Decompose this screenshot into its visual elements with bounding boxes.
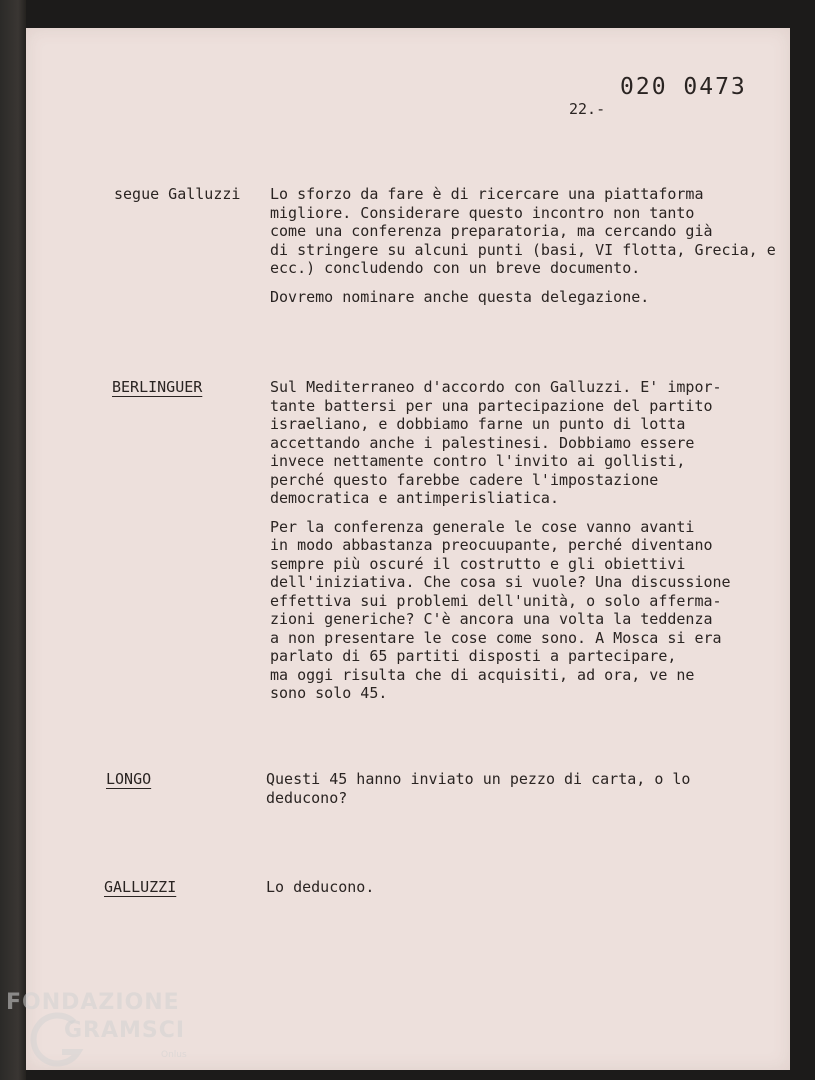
text-line: in modo abbastanza preocuupante, perché diventano xyxy=(270,536,713,554)
paragraph xyxy=(270,378,731,508)
speech-longo xyxy=(266,770,690,807)
paragraph xyxy=(266,878,374,897)
text-line: migliore. Considerare questo incontro non tanto xyxy=(270,203,695,222)
watermark-line2: GRAMSCI xyxy=(64,1018,186,1043)
document-page xyxy=(26,28,790,1070)
paragraph xyxy=(266,770,690,807)
speaker-longo: LONGO xyxy=(106,770,152,788)
text-line: dell'iniziativa. Che cosa si vuole? Una discussione xyxy=(270,573,731,591)
archive-stamp: 020 0473 xyxy=(620,74,747,100)
paragraph xyxy=(270,288,776,307)
fondazione-gramsci-watermark xyxy=(6,990,206,1070)
text-line: sempre più oscuré il costrutto e gli obiettivi xyxy=(270,554,686,573)
text-line: tante battersi per una partecipazione del partito xyxy=(270,396,713,415)
text-line: parlato di 65 partiti disposti a partecipare, xyxy=(270,647,677,665)
text-line: israeliano, e dobbiamo farne un punto di lotta xyxy=(270,415,686,433)
text-line: a non presentare le cose come sono. A Mosca si era xyxy=(270,628,722,647)
watermark-line3: Onlus xyxy=(161,1050,187,1060)
watermark-line1: FONDAZIONE xyxy=(6,990,180,1015)
text-line: Lo sforzo da fare è di ricercare una piattaforma xyxy=(270,185,704,203)
speech-berlinguer xyxy=(270,378,731,703)
speech-galluzzi xyxy=(266,878,374,897)
text-line: accettando anche i palestinesi. Dobbiamo essere xyxy=(270,433,695,452)
speaker-galluzzi: GALLUZZI xyxy=(104,878,177,896)
speech-segue-galluzzi xyxy=(270,185,776,306)
text-line: Dovremo nominare anche questa delegazione. xyxy=(270,287,650,306)
text-line: perché questo farebbe cadere l'impostazione xyxy=(270,470,659,489)
text-line: Sul Mediterraneo d'accordo con Galluzzi. E' impor- xyxy=(270,378,722,396)
speaker-segue-galluzzi: segue Galluzzi xyxy=(114,185,241,203)
text-line: come una conferenza preparatoria, ma cercando già xyxy=(270,222,713,240)
paragraph xyxy=(270,518,731,703)
text-line: invece nettamente contro l'invito ai gollisti, xyxy=(270,452,686,470)
text-line: effettiva sui problemi dell'unità, o solo afferma- xyxy=(270,591,722,610)
text-line: sono solo 45. xyxy=(270,684,388,702)
text-line: deducono? xyxy=(266,788,348,807)
text-line: Questi 45 hanno inviato un pezzo di carta, o lo xyxy=(266,770,691,788)
text-line: ma oggi risulta che di acquisiti, ad ora, ve ne xyxy=(270,665,695,684)
paragraph xyxy=(270,185,776,278)
text-line: ecc.) concludendo con un breve documento. xyxy=(270,259,641,277)
text-line: Lo deducono. xyxy=(266,878,375,896)
text-line: Per la conferenza generale le cose vanno avanti xyxy=(270,517,695,536)
text-line: democratica e antimperisliatica. xyxy=(270,489,559,507)
text-line: zioni generiche? C'è ancora una volta la teddenza xyxy=(270,610,713,628)
speaker-berlinguer: BERLINGUER xyxy=(112,378,203,396)
binding-edge xyxy=(0,0,26,1080)
text-line: di stringere su alcuni punti (basi, VI flotta, Grecia, e xyxy=(270,240,776,259)
page-number: 22.- xyxy=(569,100,606,118)
